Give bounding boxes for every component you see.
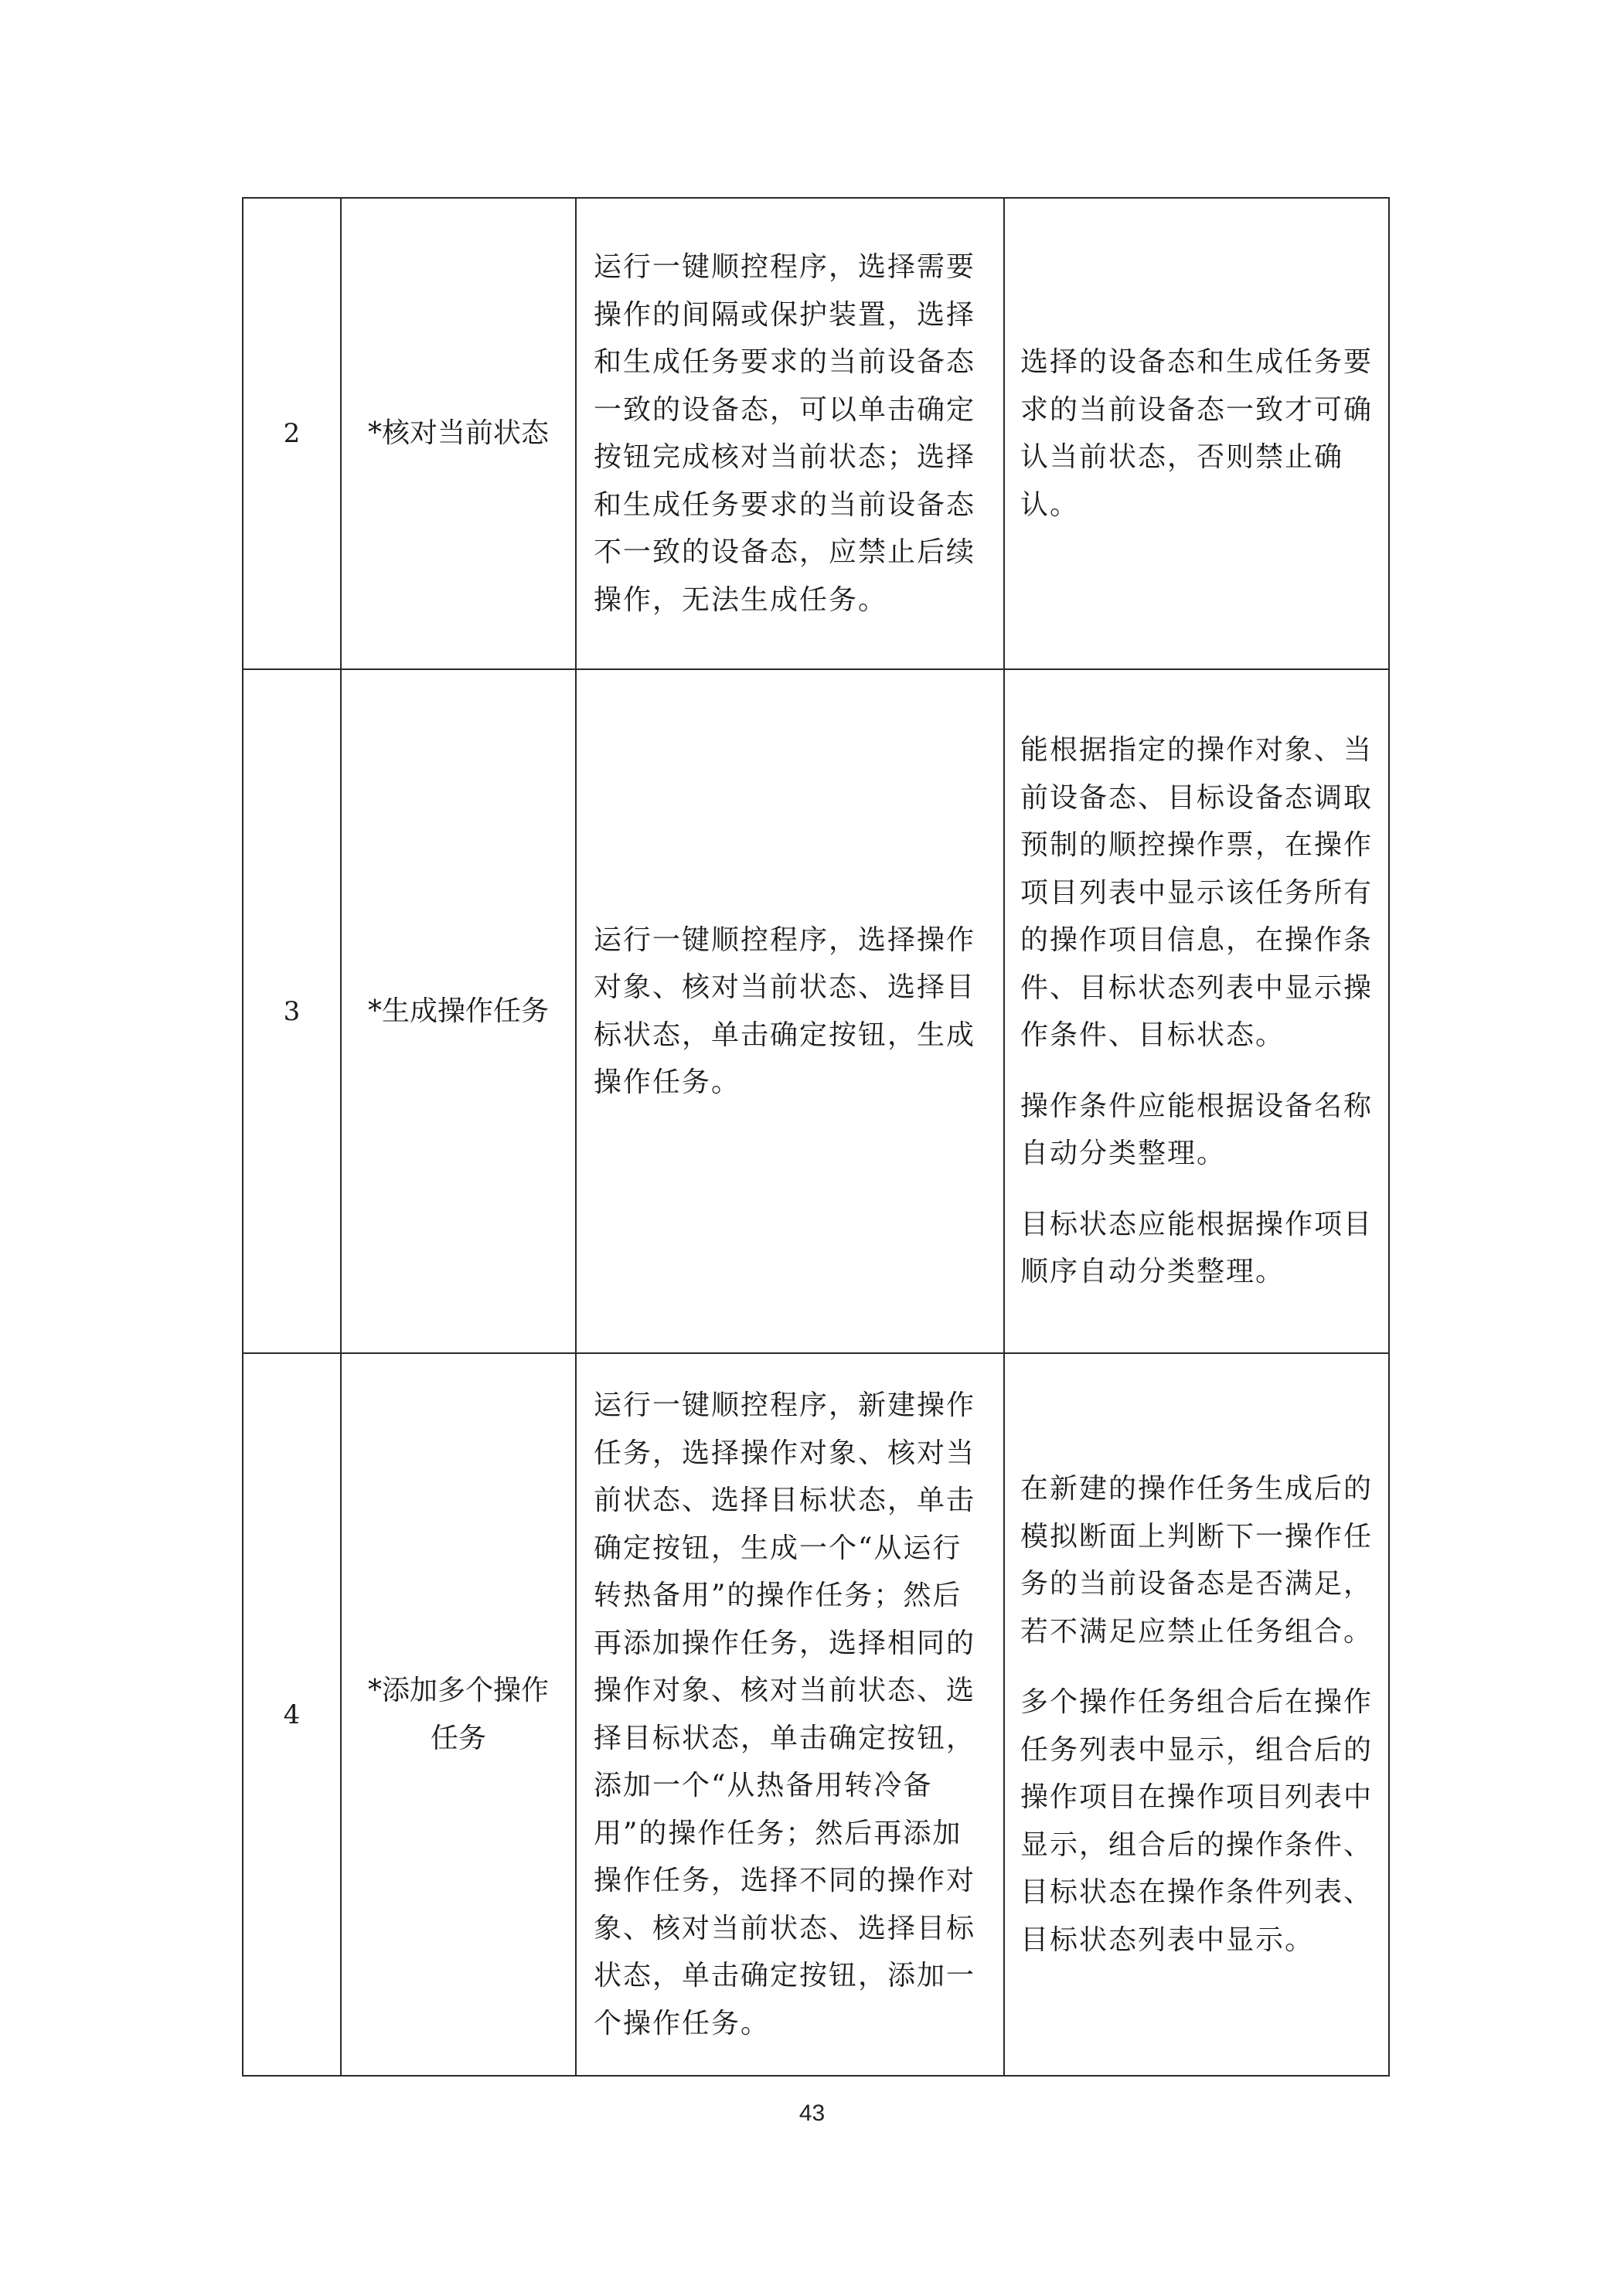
procedure-text: 运行一键顺控程序，选择操作对象、核对当前状态、选择目标状态，单击确定按钮，生成操作任务。 (594, 924, 976, 1098)
test-requirements (1004, 1353, 1389, 2076)
test-item-name (341, 669, 576, 1353)
test-item-name (341, 198, 576, 669)
table-row (243, 198, 1389, 669)
test-procedure (576, 1353, 1004, 2076)
requirement-paragraph: 能根据指定的操作对象、当前设备态、目标设备态调取预制的顺控操作票，在操作项目列表中显示该任务所有的操作项目信息，在操作条件、目标状态列表中显示操作条件、目标状态。 (1020, 734, 1374, 1052)
test-item-name (341, 1353, 576, 2076)
test-requirements (1004, 669, 1389, 1353)
test-item-label: *核对当前状态 (367, 417, 549, 449)
test-procedure (576, 198, 1004, 669)
row-number: 3 (243, 669, 341, 1353)
test-procedure (576, 669, 1004, 1353)
test-items-table (242, 197, 1390, 2077)
requirement-paragraph: 多个操作任务组合后在操作任务列表中显示，组合后的操作项目在操作项目列表中显示，组合后的操作条件、目标状态在操作条件列表、目标状态列表中显示。 (1020, 1686, 1374, 1956)
table-row (243, 669, 1389, 1353)
test-item-label: *生成操作任务 (367, 995, 549, 1027)
requirement-paragraph: 目标状态应能根据操作项目顺序自动分类整理。 (1020, 1208, 1374, 1288)
requirement-paragraph: 在新建的操作任务生成后的模拟断面上判断下一操作任务的当前设备态是否满足，若不满足应禁止任务组合。 (1020, 1473, 1374, 1648)
row-number: 4 (243, 1353, 341, 2076)
procedure-text: 运行一键顺控程序，新建操作任务，选择操作对象、核对当前状态、选择目标状态，单击确定按钮，生成一个“从运行转热备用”的操作任务；然后再添加操作任务，选择相同的操作对象、核对当前状态、选择目标状态，单击确定按钮，添加一个“从热备用转冷备用”的操作任务；然后再添加操作任务，选择不同的操作对象、核对当前状态、选择目标状态，单击确定按钮，添加一个操作任务。 (594, 1390, 976, 2039)
test-item-label: *添加多个操作任务 (367, 1674, 549, 1754)
procedure-text: 运行一键顺控程序，选择需要操作的间隔或保护装置，选择和生成任务要求的当前设备态一致的设备态，可以单击确定按钮完成核对当前状态；选择和生成任务要求的当前设备态不一致的设备态，应禁止后续操作，无法生成任务。 (594, 251, 976, 616)
test-requirements (1004, 198, 1389, 669)
row-number: 2 (243, 198, 341, 669)
page-number: 43 (798, 2100, 826, 2126)
table-row (243, 1353, 1389, 2076)
requirement-paragraph: 操作条件应能根据设备名称自动分类整理。 (1020, 1090, 1374, 1170)
requirement-paragraph: 选择的设备态和生成任务要求的当前设备态一致才可确认当前状态，否则禁止确认。 (1020, 346, 1374, 521)
